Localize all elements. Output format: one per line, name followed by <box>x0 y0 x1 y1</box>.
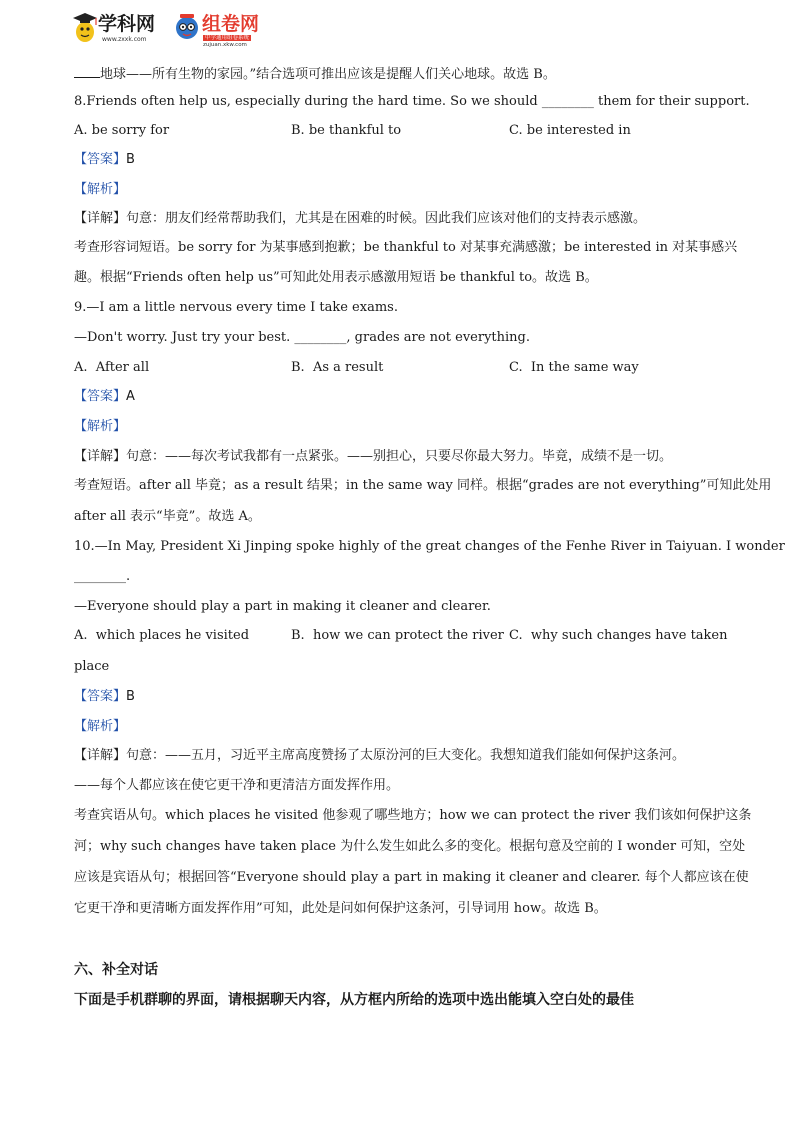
q9-answer <box>74 388 135 406</box>
q8-option-a: A. be sorry for <box>74 123 170 138</box>
q9-stem-2: —Don't worry. Just try your best. ________, grades are not everything. <box>74 330 530 345</box>
q8-analysis-label: 【解析】 <box>74 182 127 197</box>
q8-answer <box>74 151 135 169</box>
q9-option-b <box>291 359 383 377</box>
option-letter: C. <box>509 628 523 643</box>
logo2-name: 组卷网 <box>202 13 260 35</box>
page-header <box>72 8 372 48</box>
blank-underline <box>74 63 100 78</box>
q10-detail-5: 应该是宾语从句；根据回答“Everyone should play a part in making it cleaner and clearer. 每个人都应该在使 <box>74 870 749 885</box>
option-letter: A. <box>74 360 88 375</box>
zxxk-logo <box>72 8 167 48</box>
option-letter: C. <box>509 360 523 375</box>
q10-option-a <box>74 627 249 645</box>
q10-option-b <box>291 627 504 645</box>
q9-detail-1: 【详解】句意：——每次考试我都有一点紧张。——别担心，只要尽你最大努力。毕竟，成绩不是一切。 <box>74 449 673 464</box>
q8-option-b: B. be thankful to <box>291 123 402 138</box>
q9-detail-2: 考查短语。after all 毕竟；as a result 结果；in the same way 同样。根据“grades are not everything”可知此处用 <box>74 478 772 493</box>
q10-answer <box>74 688 135 706</box>
q9-analysis-label: 【解析】 <box>74 419 127 434</box>
answer-label: 【答案】 <box>74 389 127 404</box>
continuation-line <box>74 63 556 84</box>
q9-option-c <box>509 359 639 377</box>
section-title: 六、补全对话 <box>74 962 158 978</box>
q9-detail-3: after all 表示“毕竟”。故选 A。 <box>74 509 261 524</box>
answer-value: B <box>126 152 135 167</box>
q8-stem: 8.Friends often help us, especially during the hard time. So we should ________ them for their support. <box>74 94 750 109</box>
q10-detail-2: ——每个人都应该在使它更干净和更清洁方面发挥作用。 <box>74 778 400 793</box>
logo2-tag: 中学通用组卷系统 <box>205 35 250 41</box>
section-instructions: 下面是手机群聊的界面，请根据聊天内容，从方框内所给的选项中选出能填入空白处的最佳 <box>74 992 634 1008</box>
q10-stem-1: 10.—In May, President Xi Jinping spoke highly of the great changes of the Fenhe River in Taiyuan. I wonder <box>74 539 785 554</box>
option-letter: A. <box>74 628 88 643</box>
option-text: After all <box>95 360 150 375</box>
q10-option-c <box>509 627 728 645</box>
answer-value: B <box>126 689 135 704</box>
zujuan-logo <box>174 8 344 48</box>
q8-detail-3: 趣。根据“Friends often help us”可知此处用表示感激用短语 be thankful to。故选 B。 <box>74 270 598 285</box>
option-letter: B. <box>291 360 305 375</box>
q10-detail-6: 它更干净和更清晰方面发挥作用”可知，此处是问如何保护这条河，引导词用 how。故选 B。 <box>74 901 607 916</box>
logo1-name: 学科网 <box>98 13 156 35</box>
mascot-face-icon <box>174 10 200 44</box>
answer-label: 【答案】 <box>74 152 127 167</box>
q10-option-c-continued: place <box>74 659 110 674</box>
q10-stem-3: —Everyone should play a part in making it cleaner and clearer. <box>74 599 491 614</box>
q9-option-a <box>74 359 149 377</box>
answer-label: 【答案】 <box>74 689 127 704</box>
q10-stem-2: ________. <box>74 569 131 584</box>
option-text: which places he visited <box>95 628 250 643</box>
q8-detail-2: 考查形容词短语。be sorry for 为某事感到抱歉；be thankful to 对某事充满感激；be interested in 对某事感兴 <box>74 240 738 255</box>
logo1-url: www.zxxk.com <box>102 36 147 43</box>
logo2-url: zujuan.xkw.com <box>203 42 247 48</box>
q8-detail-1: 【详解】句意：朋友们经常帮助我们，尤其是在困难的时候。因此我们应该对他们的支持表示感激。 <box>74 211 647 226</box>
option-text: In the same way <box>530 360 639 375</box>
q9-stem-1: 9.—I am a little nervous every time I take exams. <box>74 300 398 315</box>
continuation-text: 地球——所有生物的家园。”结合选项可推出应该是提醒人们关心地球。故选 B。 <box>100 67 556 82</box>
graduate-mascot-icon <box>72 10 98 44</box>
q10-detail-1: 【详解】句意：——五月，习近平主席高度赞扬了太原汾河的巨大变化。我想知道我们能如何保护这条河。 <box>74 748 686 763</box>
answer-value: A <box>126 389 135 404</box>
q10-detail-4: 河；why such changes have taken place 为什么发生如此么多的变化。根据句意及空前的 I wonder 可知，空处 <box>74 839 746 854</box>
option-letter: B. <box>291 628 305 643</box>
q8-option-c: C. be interested in <box>509 123 631 138</box>
q10-analysis-label: 【解析】 <box>74 719 127 734</box>
option-text: why such changes have taken <box>530 628 728 643</box>
option-text: how we can protect the river <box>312 628 504 643</box>
q10-detail-3: 考查宾语从句。which places he visited 他参观了哪些地方；how we can protect the river 我们该如何保护这条 <box>74 808 752 823</box>
option-text: As a result <box>312 360 384 375</box>
